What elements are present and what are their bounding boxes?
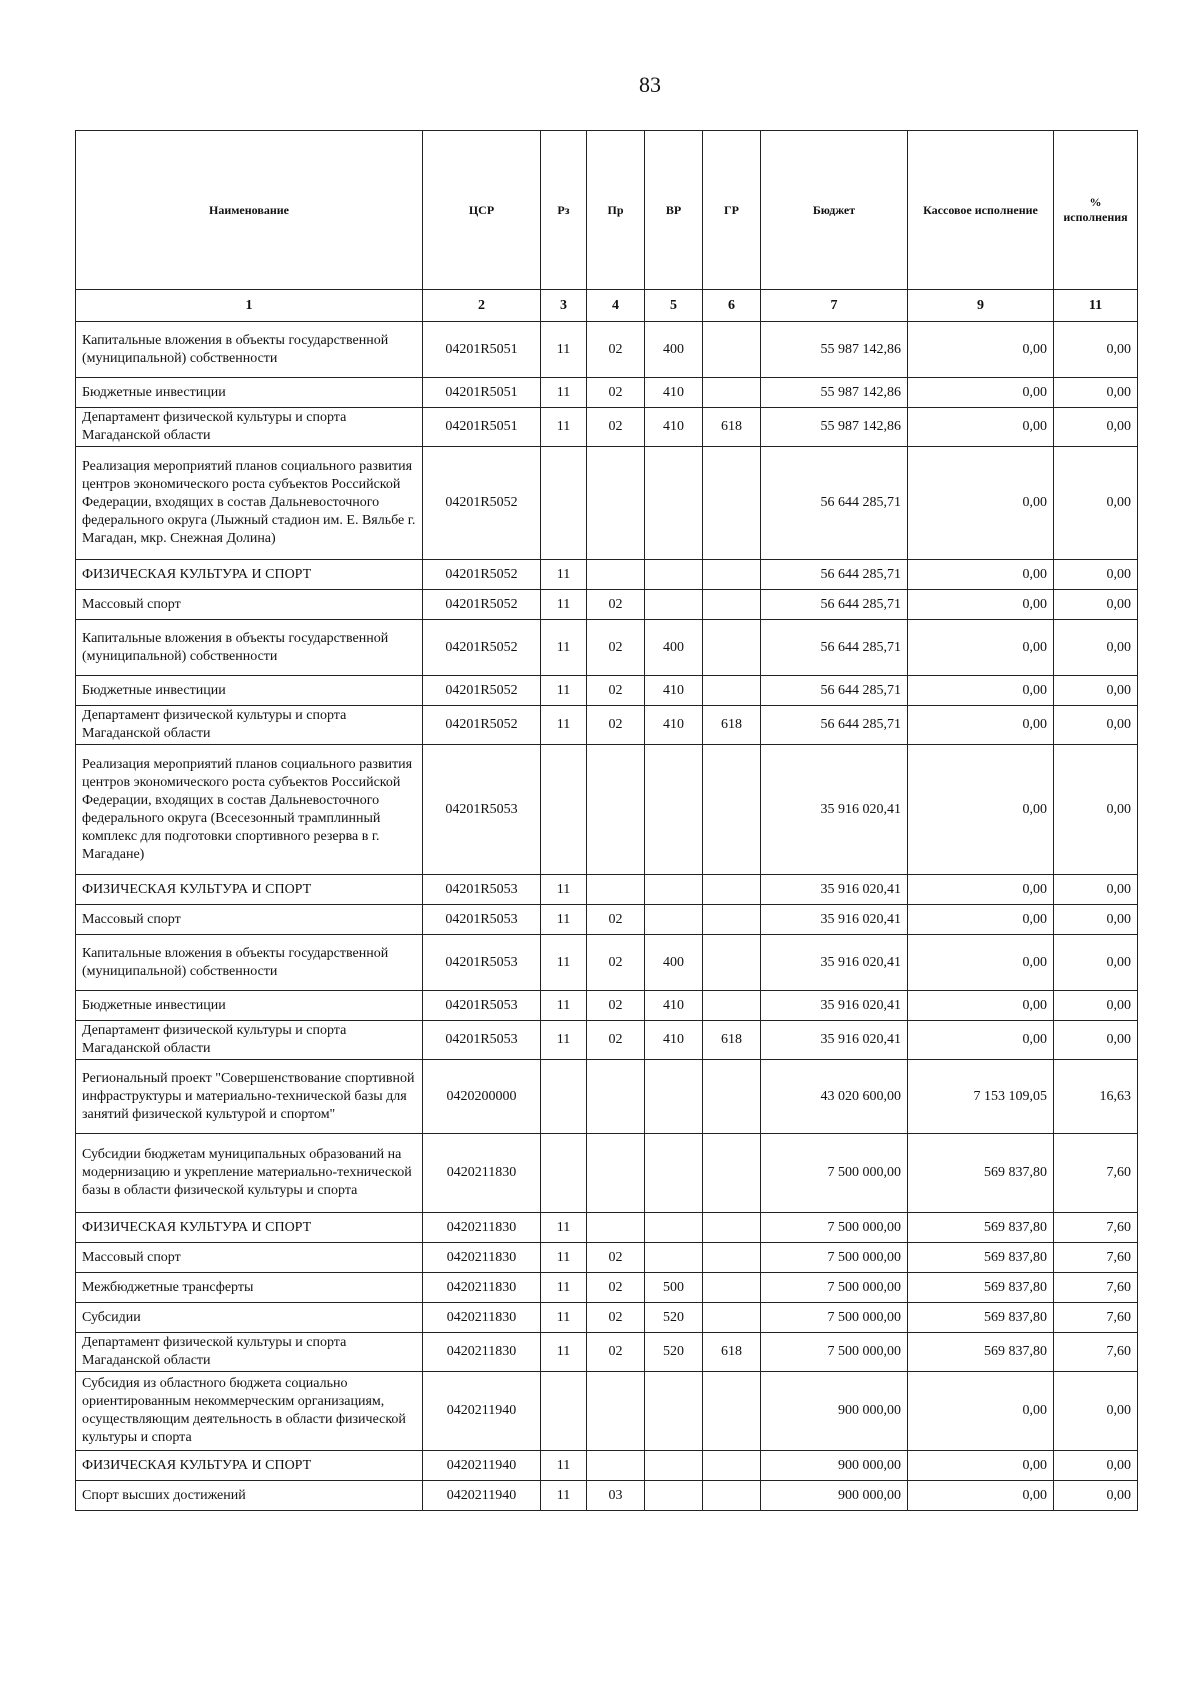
row-budget: 35 916 020,41: [761, 991, 908, 1021]
row-rz: 11: [541, 676, 587, 706]
row-percent-execution: 7,60: [1054, 1303, 1138, 1333]
row-vr: [645, 745, 703, 875]
row-csr: 0420211830: [423, 1303, 541, 1333]
row-csr: 04201R5052: [423, 447, 541, 560]
row-pr: 02: [587, 991, 645, 1021]
table-row: [76, 560, 1138, 590]
row-cash-execution: 0,00: [908, 447, 1054, 560]
table-row: [76, 1273, 1138, 1303]
row-budget: 35 916 020,41: [761, 875, 908, 905]
row-budget: 7 500 000,00: [761, 1333, 908, 1372]
row-vr: 410: [645, 991, 703, 1021]
table-row: [76, 590, 1138, 620]
row-vr: [645, 875, 703, 905]
row-vr: [645, 1451, 703, 1481]
table-row: [76, 378, 1138, 408]
row-vr: 410: [645, 1021, 703, 1060]
row-pr: 02: [587, 905, 645, 935]
row-vr: 410: [645, 378, 703, 408]
table-row: [76, 1134, 1138, 1213]
table-row: [76, 706, 1138, 745]
row-vr: [645, 1243, 703, 1273]
row-pr: 02: [587, 1273, 645, 1303]
row-vr: [645, 1060, 703, 1134]
table-row: [76, 1481, 1138, 1511]
row-rz: [541, 1134, 587, 1213]
row-name: Субсидии бюджетам муниципальных образований на модернизацию и укрепление материально-технической базы в области физической культуры и спорта: [76, 1134, 423, 1213]
row-budget: 56 644 285,71: [761, 560, 908, 590]
row-csr: 0420211830: [423, 1243, 541, 1273]
row-gr: 618: [703, 706, 761, 745]
row-cash-execution: 569 837,80: [908, 1134, 1054, 1213]
table-row: [76, 875, 1138, 905]
row-pr: 02: [587, 676, 645, 706]
row-cash-execution: 0,00: [908, 905, 1054, 935]
row-percent-execution: 0,00: [1054, 1481, 1138, 1511]
row-budget: 7 500 000,00: [761, 1243, 908, 1273]
row-budget: 900 000,00: [761, 1451, 908, 1481]
row-budget: 55 987 142,86: [761, 322, 908, 378]
row-rz: 11: [541, 1273, 587, 1303]
row-gr: [703, 378, 761, 408]
row-csr: 04201R5053: [423, 905, 541, 935]
row-percent-execution: 0,00: [1054, 745, 1138, 875]
row-cash-execution: 569 837,80: [908, 1303, 1054, 1333]
header-budget: Бюджет: [761, 131, 908, 290]
row-percent-execution: 0,00: [1054, 408, 1138, 447]
row-pr: 02: [587, 1021, 645, 1060]
header-gr: ГР: [703, 131, 761, 290]
row-cash-execution: 0,00: [908, 590, 1054, 620]
table-row: [76, 1451, 1138, 1481]
row-csr: 04201R5053: [423, 745, 541, 875]
row-name: Бюджетные инвестиции: [76, 991, 423, 1021]
row-percent-execution: 0,00: [1054, 322, 1138, 378]
header-row: [76, 131, 1138, 290]
row-pr: [587, 875, 645, 905]
row-percent-execution: 0,00: [1054, 378, 1138, 408]
row-vr: [645, 560, 703, 590]
row-cash-execution: 0,00: [908, 560, 1054, 590]
row-gr: 618: [703, 408, 761, 447]
row-csr: 0420211830: [423, 1273, 541, 1303]
row-name: Департамент физической культуры и спорта Магаданской области: [76, 1021, 423, 1060]
row-name: Департамент физической культуры и спорта Магаданской области: [76, 706, 423, 745]
table-row: [76, 1213, 1138, 1243]
row-percent-execution: 0,00: [1054, 560, 1138, 590]
row-vr: 400: [645, 322, 703, 378]
row-gr: [703, 1303, 761, 1333]
row-csr: 0420211830: [423, 1333, 541, 1372]
row-cash-execution: 0,00: [908, 378, 1054, 408]
row-csr: 04201R5052: [423, 560, 541, 590]
row-rz: 11: [541, 620, 587, 676]
row-gr: [703, 1372, 761, 1451]
row-name: Бюджетные инвестиции: [76, 378, 423, 408]
row-rz: 11: [541, 1481, 587, 1511]
row-pr: [587, 1213, 645, 1243]
table-row: [76, 1243, 1138, 1273]
row-vr: [645, 1213, 703, 1243]
table-row: [76, 322, 1138, 378]
row-rz: 11: [541, 322, 587, 378]
row-gr: [703, 447, 761, 560]
column-number: 9: [908, 290, 1054, 322]
row-cash-execution: 569 837,80: [908, 1333, 1054, 1372]
column-number-row: [76, 290, 1138, 322]
column-number: 3: [541, 290, 587, 322]
row-cash-execution: 0,00: [908, 322, 1054, 378]
row-percent-execution: 0,00: [1054, 590, 1138, 620]
row-cash-execution: 0,00: [908, 935, 1054, 991]
row-rz: [541, 447, 587, 560]
column-number: 5: [645, 290, 703, 322]
row-pr: [587, 745, 645, 875]
column-number: 4: [587, 290, 645, 322]
header-vr: ВР: [645, 131, 703, 290]
row-name: Реализация мероприятий планов социального развития центров экономического роста субъектов Российской Федерации, входящих в состав Дальневосточного федерального округа (Лыжный стадион им. Е. Вяльбе г. Магадан, мкр. Снежная Долина): [76, 447, 423, 560]
row-rz: 11: [541, 935, 587, 991]
row-gr: [703, 875, 761, 905]
row-csr: 0420211830: [423, 1213, 541, 1243]
row-name: Массовый спорт: [76, 1243, 423, 1273]
row-budget: 35 916 020,41: [761, 935, 908, 991]
row-percent-execution: 0,00: [1054, 620, 1138, 676]
row-cash-execution: 0,00: [908, 676, 1054, 706]
row-rz: 11: [541, 1451, 587, 1481]
row-cash-execution: 0,00: [908, 991, 1054, 1021]
row-budget: 7 500 000,00: [761, 1303, 908, 1333]
row-gr: [703, 560, 761, 590]
row-budget: 56 644 285,71: [761, 676, 908, 706]
row-name: ФИЗИЧЕСКАЯ КУЛЬТУРА И СПОРТ: [76, 1213, 423, 1243]
row-gr: [703, 620, 761, 676]
row-budget: 56 644 285,71: [761, 706, 908, 745]
row-csr: 04201R5052: [423, 706, 541, 745]
table-row: [76, 408, 1138, 447]
row-rz: [541, 745, 587, 875]
row-csr: 04201R5053: [423, 875, 541, 905]
row-rz: 11: [541, 560, 587, 590]
row-vr: 410: [645, 706, 703, 745]
row-percent-execution: 0,00: [1054, 1021, 1138, 1060]
row-name: Бюджетные инвестиции: [76, 676, 423, 706]
row-gr: 618: [703, 1333, 761, 1372]
row-rz: 11: [541, 905, 587, 935]
row-pr: 02: [587, 1243, 645, 1273]
header-pr: Пр: [587, 131, 645, 290]
row-csr: 04201R5051: [423, 408, 541, 447]
row-cash-execution: 7 153 109,05: [908, 1060, 1054, 1134]
row-csr: 0420211940: [423, 1481, 541, 1511]
row-rz: 11: [541, 875, 587, 905]
row-percent-execution: 0,00: [1054, 676, 1138, 706]
row-name: ФИЗИЧЕСКАЯ КУЛЬТУРА И СПОРТ: [76, 560, 423, 590]
row-cash-execution: 0,00: [908, 745, 1054, 875]
page-number: 83: [639, 72, 661, 97]
header-percent-execution: % исполнения: [1054, 131, 1138, 290]
table-row: [76, 447, 1138, 560]
row-gr: [703, 991, 761, 1021]
column-number: 11: [1054, 290, 1138, 322]
table-row: [76, 905, 1138, 935]
row-name: Капитальные вложения в объекты государственной (муниципальной) собственности: [76, 322, 423, 378]
row-name: Департамент физической культуры и спорта Магаданской области: [76, 408, 423, 447]
row-rz: 11: [541, 590, 587, 620]
table-row: [76, 1303, 1138, 1333]
row-pr: [587, 1451, 645, 1481]
column-number: 7: [761, 290, 908, 322]
row-budget: 900 000,00: [761, 1372, 908, 1451]
header-name: Наименование: [76, 131, 423, 290]
row-percent-execution: 0,00: [1054, 1451, 1138, 1481]
row-pr: 02: [587, 1333, 645, 1372]
table-row: [76, 991, 1138, 1021]
row-pr: 02: [587, 322, 645, 378]
row-cash-execution: 0,00: [908, 1451, 1054, 1481]
row-name: Массовый спорт: [76, 905, 423, 935]
row-budget: 35 916 020,41: [761, 1021, 908, 1060]
row-gr: [703, 322, 761, 378]
column-number: 6: [703, 290, 761, 322]
row-vr: [645, 905, 703, 935]
row-gr: [703, 1481, 761, 1511]
row-percent-execution: 7,60: [1054, 1273, 1138, 1303]
row-gr: [703, 1273, 761, 1303]
row-pr: 02: [587, 378, 645, 408]
row-name: ФИЗИЧЕСКАЯ КУЛЬТУРА И СПОРТ: [76, 1451, 423, 1481]
row-cash-execution: 0,00: [908, 1021, 1054, 1060]
row-budget: 43 020 600,00: [761, 1060, 908, 1134]
header-rz: Рз: [541, 131, 587, 290]
row-cash-execution: 569 837,80: [908, 1213, 1054, 1243]
row-cash-execution: 0,00: [908, 875, 1054, 905]
row-pr: 03: [587, 1481, 645, 1511]
row-csr: 04201R5053: [423, 935, 541, 991]
table-row: [76, 1060, 1138, 1134]
row-rz: 11: [541, 706, 587, 745]
row-name: Капитальные вложения в объекты государственной (муниципальной) собственности: [76, 935, 423, 991]
row-cash-execution: 0,00: [908, 408, 1054, 447]
row-cash-execution: 0,00: [908, 1372, 1054, 1451]
row-budget: 35 916 020,41: [761, 745, 908, 875]
row-csr: 0420211830: [423, 1134, 541, 1213]
column-number: 2: [423, 290, 541, 322]
row-percent-execution: 0,00: [1054, 935, 1138, 991]
table-row: [76, 1021, 1138, 1060]
row-percent-execution: 7,60: [1054, 1213, 1138, 1243]
row-vr: 520: [645, 1333, 703, 1372]
row-rz: 11: [541, 1303, 587, 1333]
row-rz: 11: [541, 1213, 587, 1243]
row-vr: 400: [645, 935, 703, 991]
row-rz: 11: [541, 408, 587, 447]
row-gr: [703, 1134, 761, 1213]
row-vr: 410: [645, 676, 703, 706]
row-vr: 520: [645, 1303, 703, 1333]
row-gr: [703, 745, 761, 875]
header-cash-execution: Кассовое исполнение: [908, 131, 1054, 290]
row-budget: 55 987 142,86: [761, 378, 908, 408]
row-name: Спорт высших достижений: [76, 1481, 423, 1511]
row-budget: 55 987 142,86: [761, 408, 908, 447]
row-percent-execution: 0,00: [1054, 905, 1138, 935]
table-row: [76, 935, 1138, 991]
row-csr: 0420211940: [423, 1451, 541, 1481]
row-pr: [587, 560, 645, 590]
row-gr: [703, 1213, 761, 1243]
row-cash-execution: 0,00: [908, 620, 1054, 676]
row-rz: 11: [541, 1021, 587, 1060]
row-cash-execution: 0,00: [908, 706, 1054, 745]
row-csr: 04201R5053: [423, 1021, 541, 1060]
row-pr: 02: [587, 590, 645, 620]
row-csr: 04201R5053: [423, 991, 541, 1021]
row-gr: [703, 1451, 761, 1481]
row-csr: 04201R5052: [423, 620, 541, 676]
row-rz: 11: [541, 991, 587, 1021]
row-rz: 11: [541, 1333, 587, 1372]
row-csr: 0420211940: [423, 1372, 541, 1451]
row-percent-execution: 0,00: [1054, 706, 1138, 745]
row-percent-execution: 7,60: [1054, 1243, 1138, 1273]
row-csr: 04201R5051: [423, 322, 541, 378]
row-name: Реализация мероприятий планов социального развития центров экономического роста субъектов Российской Федерации, входящих в состав Дальневосточного федерального округа (Всесезонный трамплинный комплекс для подготовки спортивного резерва в г. Магадане): [76, 745, 423, 875]
row-name: Массовый спорт: [76, 590, 423, 620]
row-percent-execution: 0,00: [1054, 1372, 1138, 1451]
header-csr: ЦСР: [423, 131, 541, 290]
row-vr: [645, 447, 703, 560]
row-percent-execution: 0,00: [1054, 875, 1138, 905]
table-row: [76, 676, 1138, 706]
row-name: Капитальные вложения в объекты государственной (муниципальной) собственности: [76, 620, 423, 676]
row-gr: [703, 935, 761, 991]
row-vr: [645, 1134, 703, 1213]
row-name: Региональный проект "Совершенствование спортивной инфраструктуры и материально-технической базы для занятий физической культурой и спортом": [76, 1060, 423, 1134]
row-pr: 02: [587, 935, 645, 991]
row-pr: [587, 1134, 645, 1213]
row-pr: [587, 1372, 645, 1451]
table-row: [76, 1372, 1138, 1451]
row-vr: 410: [645, 408, 703, 447]
row-budget: 56 644 285,71: [761, 590, 908, 620]
row-name: Субсидии: [76, 1303, 423, 1333]
row-rz: [541, 1372, 587, 1451]
column-number: 1: [76, 290, 423, 322]
row-name: Департамент физической культуры и спорта Магаданской области: [76, 1333, 423, 1372]
row-pr: 02: [587, 1303, 645, 1333]
row-vr: 400: [645, 620, 703, 676]
table-body: [76, 322, 1138, 1511]
row-percent-execution: 7,60: [1054, 1134, 1138, 1213]
row-name: ФИЗИЧЕСКАЯ КУЛЬТУРА И СПОРТ: [76, 875, 423, 905]
row-gr: [703, 1243, 761, 1273]
table-row: [76, 1333, 1138, 1372]
row-percent-execution: 7,60: [1054, 1333, 1138, 1372]
row-rz: 11: [541, 378, 587, 408]
row-gr: [703, 590, 761, 620]
budget-execution-table: [75, 130, 1138, 1511]
row-gr: [703, 1060, 761, 1134]
row-rz: 11: [541, 1243, 587, 1273]
table-row: [76, 620, 1138, 676]
row-vr: [645, 590, 703, 620]
row-percent-execution: 0,00: [1054, 991, 1138, 1021]
table-row: [76, 745, 1138, 875]
row-vr: [645, 1481, 703, 1511]
row-cash-execution: 0,00: [908, 1481, 1054, 1511]
row-csr: 04201R5052: [423, 676, 541, 706]
row-name: Межбюджетные трансферты: [76, 1273, 423, 1303]
row-rz: [541, 1060, 587, 1134]
row-budget: 7 500 000,00: [761, 1134, 908, 1213]
row-budget: 7 500 000,00: [761, 1213, 908, 1243]
row-pr: [587, 447, 645, 560]
row-name: Субсидия из областного бюджета социально ориентированным некоммерческим организациям, осуществляющим деятельность в области физической культуры и спорта: [76, 1372, 423, 1451]
row-csr: 04201R5052: [423, 590, 541, 620]
row-gr: [703, 676, 761, 706]
row-csr: 0420200000: [423, 1060, 541, 1134]
row-pr: [587, 1060, 645, 1134]
row-budget: 35 916 020,41: [761, 905, 908, 935]
row-vr: [645, 1372, 703, 1451]
row-cash-execution: 569 837,80: [908, 1273, 1054, 1303]
row-gr: [703, 905, 761, 935]
row-pr: 02: [587, 706, 645, 745]
row-percent-execution: 0,00: [1054, 447, 1138, 560]
row-gr: 618: [703, 1021, 761, 1060]
row-budget: 900 000,00: [761, 1481, 908, 1511]
row-pr: 02: [587, 408, 645, 447]
row-budget: 7 500 000,00: [761, 1273, 908, 1303]
row-budget: 56 644 285,71: [761, 447, 908, 560]
row-csr: 04201R5051: [423, 378, 541, 408]
row-cash-execution: 569 837,80: [908, 1243, 1054, 1273]
row-vr: 500: [645, 1273, 703, 1303]
row-percent-execution: 16,63: [1054, 1060, 1138, 1134]
row-pr: 02: [587, 620, 645, 676]
row-budget: 56 644 285,71: [761, 620, 908, 676]
